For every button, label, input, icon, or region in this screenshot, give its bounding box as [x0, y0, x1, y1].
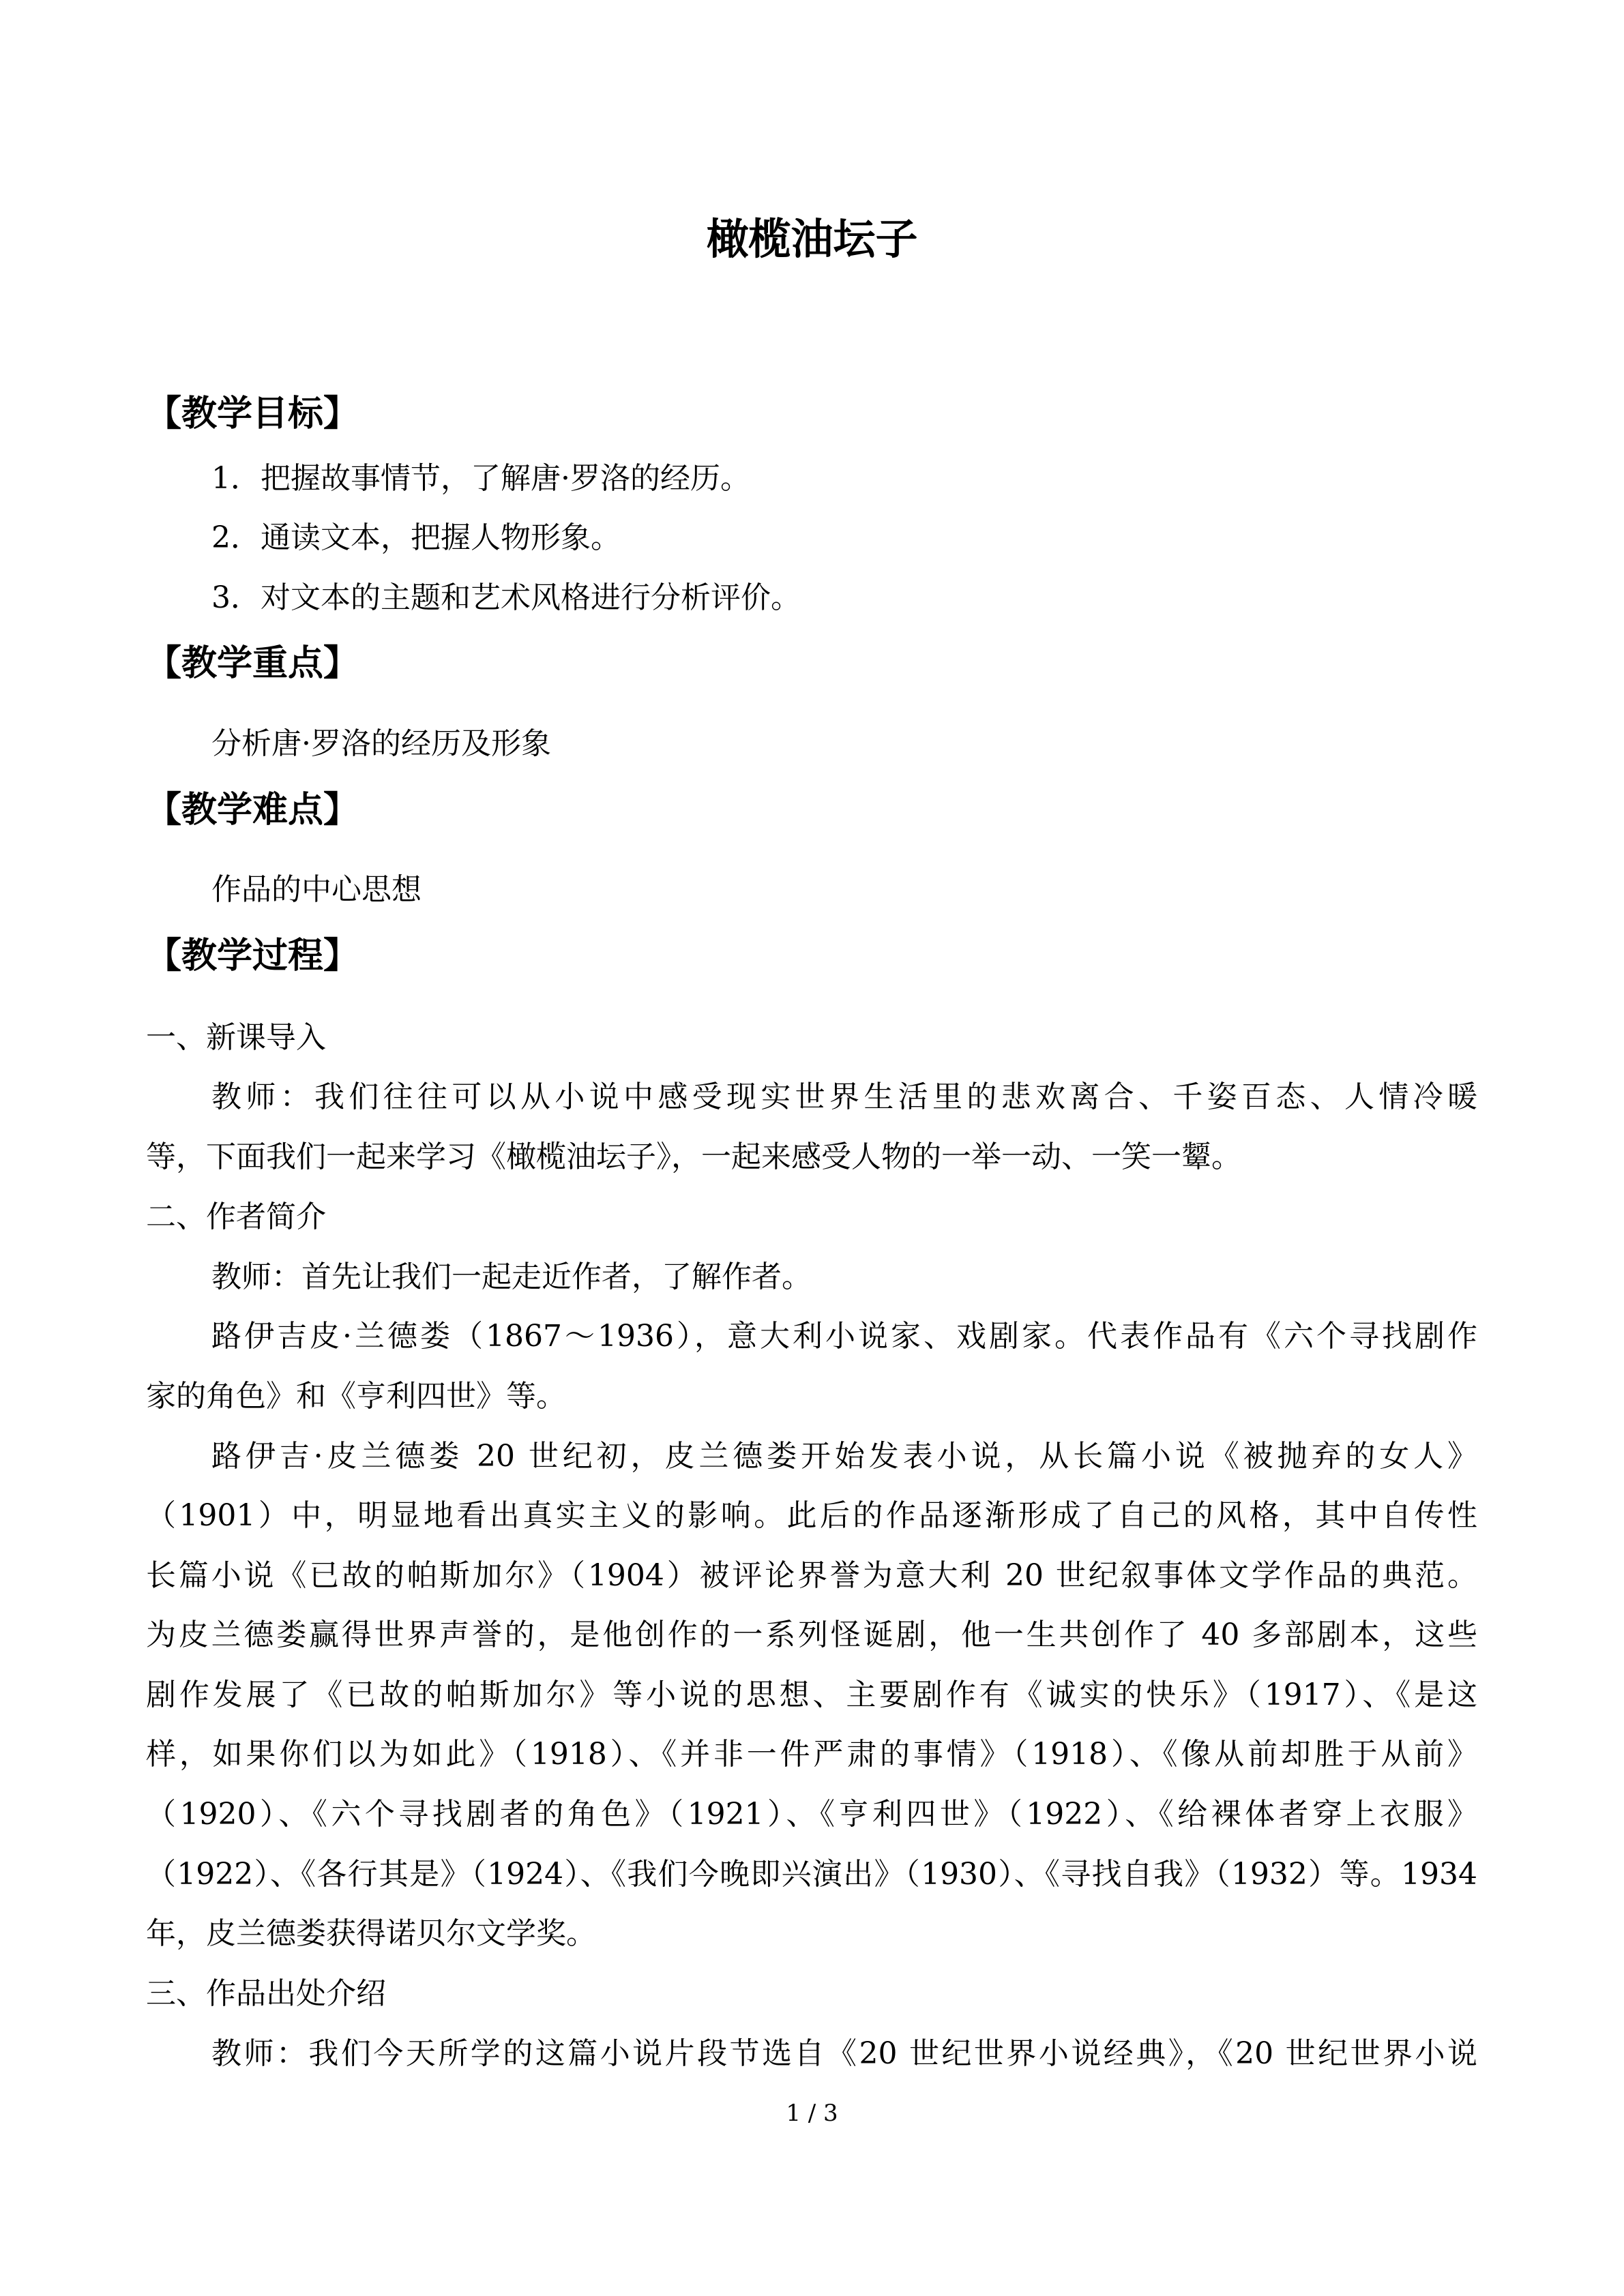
author-paragraph-2-line-8: （1922）、《各行其是》（1924）、《我们今晚即兴演出》（1930）、《寻找自我》（1932）等。1934 [146, 1857, 1477, 1892]
process-part2-intro: 教师：首先让我们一起走近作者，了解作者。 [211, 1259, 812, 1294]
author-paragraph-2-line-6: 样，如果你们以为如此》（1918）、《并非一件严肃的事情》（1918）、《像从前却胜于从前》 [146, 1737, 1477, 1772]
document-title: 橄榄油坛子 [706, 214, 918, 264]
process-part1-line-1: 教师：我们往往可以从小说中感受现实世界生活里的悲欢离合、千姿百态、人情冷暖 [211, 1079, 1477, 1114]
process-part3-line-1: 教师：我们今天所学的这篇小说片段节选自《20 世纪世界小说经典》，《20 世纪世界小说 [211, 2036, 1477, 2071]
author-paragraph-2-line-9: 年，皮兰德娄获得诺贝尔文学奖。 [146, 1916, 596, 1951]
section-heading-focus: 【教学重点】 [146, 643, 359, 684]
author-paragraph-2-line-3: 长篇小说《已故的帕斯加尔》（1904）被评论界誉为意大利 20 世纪叙事体文学作品的典范。 [146, 1558, 1477, 1593]
section-heading-process: 【教学过程】 [146, 936, 359, 976]
author-paragraph-2-line-2: （1901）中，明显地看出真实主义的影响。此后的作品逐渐形成了自己的风格，其中自传性 [146, 1498, 1477, 1533]
difficulty-text: 作品的中心思想 [211, 872, 422, 907]
goal-item-2: 2．通读文本，把握人物形象。 [211, 520, 621, 555]
goal-item-1: 1．把握故事情节，了解唐·罗洛的经历。 [211, 461, 750, 496]
section-heading-goals: 【教学目标】 [146, 393, 359, 434]
section-heading-difficulty: 【教学难点】 [146, 790, 359, 831]
author-paragraph-1-line-2: 家的角色》和《亨利四世》等。 [146, 1379, 566, 1414]
focus-text: 分析唐·罗洛的经历及形象 [211, 726, 551, 761]
goal-item-3: 3．对文本的主题和艺术风格进行分析评价。 [211, 580, 801, 615]
process-part3-title: 三、作品出处介绍 [146, 1976, 386, 2011]
process-part2-title: 二、作者简介 [146, 1199, 326, 1234]
author-paragraph-2-line-4: 为皮兰德娄赢得世界声誉的，是他创作的一系列怪诞剧，他一生共创作了 40 多部剧本，这些 [146, 1617, 1477, 1652]
author-paragraph-2-line-5: 剧作发展了《已故的帕斯加尔》等小说的思想、主要剧作有《诚实的快乐》（1917）、《是这 [146, 1678, 1477, 1712]
author-paragraph-2-line-7: （1920）、《六个寻找剧者的角色》（1921）、《亨利四世》（1922）、《给裸体者穿上衣服》 [146, 1797, 1477, 1832]
process-part1-line-2: 等，下面我们一起来学习《橄榄油坛子》，一起来感受人物的一举一动、一笑一颦。 [146, 1139, 1241, 1174]
author-paragraph-1-line-1: 路伊吉皮·兰德娄（1867～1936），意大利小说家、戏剧家。代表作品有《六个寻找剧作 [211, 1319, 1477, 1354]
page-number: 1 / 3 [786, 2100, 838, 2127]
process-part1-title: 一、新课导入 [146, 1020, 326, 1055]
author-paragraph-2-line-1: 路伊吉·皮兰德娄 20 世纪初，皮兰德娄开始发表小说，从长篇小说《被抛弃的女人》 [211, 1439, 1477, 1474]
